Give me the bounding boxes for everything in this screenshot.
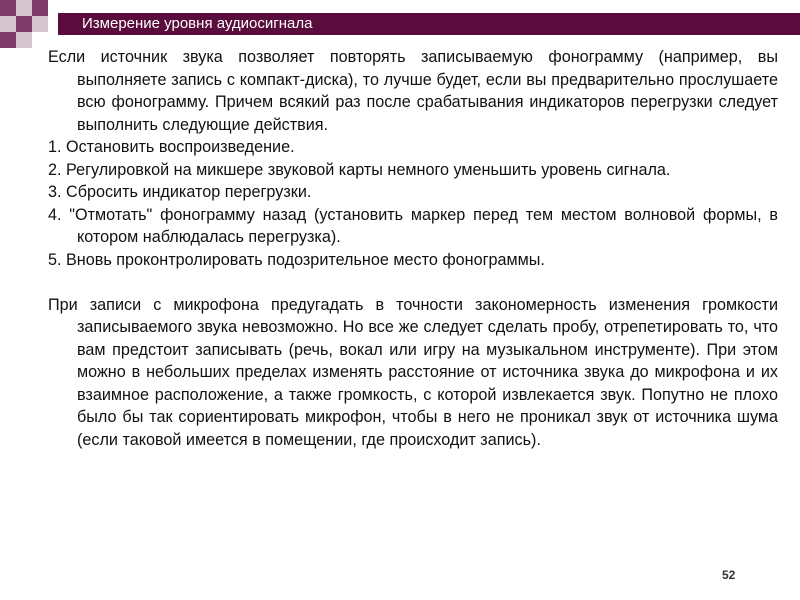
list-item-2: 2. Регулировкой на микшере звуковой карты немного уменьшить уровень сигнала. — [48, 160, 671, 179]
page-number: 52 — [722, 568, 736, 582]
checker-square — [16, 0, 32, 16]
decorative-checker-pattern — [0, 0, 64, 48]
list-item-1: 1. Остановить воспроизведение. — [48, 138, 295, 156]
slide-content — [48, 46, 778, 451]
checker-square — [0, 16, 16, 32]
checker-square — [32, 0, 48, 16]
paragraph-spacer — [48, 271, 778, 294]
microphone-paragraph: При записи с микрофона предугадать в точности закономерность изменения громкости записываемого звука невозможно. Но все же следует сделать пробу, отрепетировать то, что вам предстоит записывать (речь, вокал или игру на музыкальном инструменте). При этом можно в небольших пределах изменять расстояние от источника звука до микрофона и их взаимное расположение, а также громкость, с которой извлекается звук. Попутно не плохо было бы так сориентировать микрофон, чтобы в него не проникал звук от источника шума (если таковой имеется в помещении, где происходит запись). — [48, 295, 778, 449]
list-item-4: 4. "Отмотать" фонограмму назад (установить маркер перед тем местом волновой формы, в котором наблюдалась перегрузка). — [48, 205, 778, 246]
list-item-3: 3. Сбросить индикатор перегрузки. — [48, 183, 312, 201]
checker-square — [0, 32, 16, 48]
checker-square — [16, 16, 32, 32]
list-item-5: 5. Вновь проконтролировать подозрительное место фонограммы. — [48, 250, 545, 269]
checker-square — [32, 16, 48, 32]
slide-title: Измерение уровня аудиосигнала — [82, 15, 313, 32]
checker-square — [16, 32, 32, 48]
checker-square — [0, 0, 16, 16]
intro-paragraph: Если источник звука позволяет повторять записываемую фонограмму (например, вы выполняете запись с компакт-диска), то лучше будет, если вы предварительно прослушаете всю фонограмму. Причем всякий раз после срабатывания индикаторов перегрузки следует выполнить следующие действия. — [48, 48, 778, 134]
